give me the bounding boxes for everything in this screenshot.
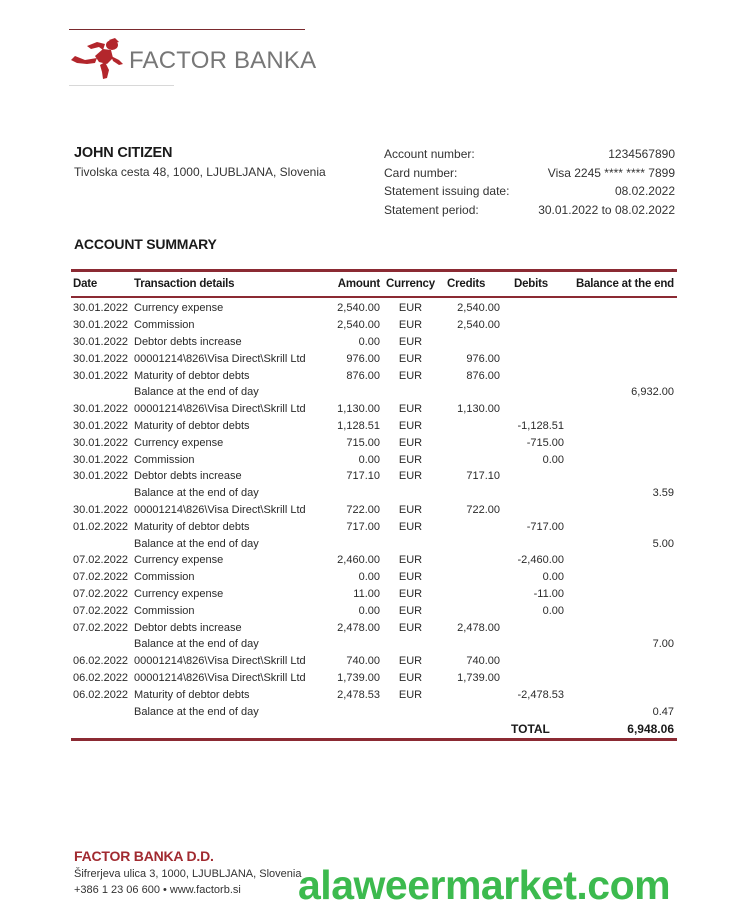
cell-details: Commission [134,453,195,466]
cell-details: Balance at the end of day [134,705,259,718]
cell-details: Maturity of debtor debts [134,688,250,701]
cell-amount: 0.00 [358,604,380,617]
cell-currency: EUR [398,587,423,600]
cell-amount: 1,128.51 [337,419,380,432]
cell-amount: 717.10 [346,470,380,483]
cell-currency: EUR [398,335,423,348]
footer-company-name: FACTOR BANKA D.D. [74,848,214,864]
table-row [71,434,677,451]
customer-block [74,145,326,179]
cell-details: Balance at the end of day [134,487,259,500]
table-header [71,272,677,296]
total-label: TOTAL [511,721,550,736]
cell-details: Currency expense [134,436,224,449]
table-row [71,468,677,485]
info-value: Visa 2245 **** **** 7899 [547,165,675,180]
cell-details: 00001214\826\Visa Direct\Skrill Ltd [134,352,306,365]
info-statement-period [384,203,675,222]
table-row [71,686,677,703]
cell-details: Debtor debts increase [134,470,242,483]
cell-date: 30.01.2022 [73,453,129,466]
info-issuing-date [384,184,675,203]
cell-debits: -717.00 [526,520,564,533]
cell-balance: 5.00 [652,537,674,550]
cell-credits: 976.00 [466,352,500,365]
cell-date: 01.02.2022 [73,520,129,533]
cell-debits: -1,128.51 [517,419,564,432]
cell-credits: 876.00 [466,369,500,382]
cell-date: 30.01.2022 [73,403,129,416]
footer-address: Šifrerjeva ulica 3, 1000, LJUBLJANA, Slovenia [74,868,302,880]
cell-currency: EUR [398,419,423,432]
cell-balance: 6,932.00 [631,386,674,399]
cell-currency: EUR [398,503,423,516]
customer-address: Tivolska cesta 48, 1000, LJUBLJANA, Slovenia [74,165,326,179]
header-details: Transaction details [134,278,235,290]
cell-details: Commission [134,604,195,617]
cell-currency: EUR [398,621,423,634]
cell-date: 06.02.2022 [73,671,129,684]
cell-amount: 11.00 [353,587,380,600]
cell-details: Balance at the end of day [134,386,259,399]
cell-date: 07.02.2022 [73,604,129,617]
info-card-number [384,166,675,185]
account-info [384,147,675,222]
header-balance: Balance at the end [575,278,674,290]
cell-date: 30.01.2022 [73,335,129,348]
cell-currency: EUR [398,655,423,668]
balance-row [71,636,677,653]
cell-currency: EUR [398,369,423,382]
balance-row [71,485,677,502]
table-row [71,602,677,619]
cell-currency: EUR [398,688,423,701]
table-row [71,418,677,435]
cell-amount: 0.00 [358,571,380,584]
cell-debits: -715.00 [526,436,564,449]
cell-currency: EUR [398,352,423,365]
info-label: Statement issuing date: [384,184,510,199]
cell-debits: -11.00 [533,587,564,600]
table-row [71,300,677,317]
table-row [71,653,677,670]
cell-details: Balance at the end of day [134,638,259,651]
cell-currency: EUR [398,520,423,533]
balance-row [71,535,677,552]
cell-currency: EUR [398,453,423,466]
transactions-table [71,269,677,741]
cell-details: Currency expense [134,587,224,600]
cell-credits: 717.10 [466,470,500,483]
table-row [71,569,677,586]
cell-details: 00001214\826\Visa Direct\Skrill Ltd [134,655,306,668]
cell-date: 30.01.2022 [73,470,129,483]
table-bottom-rule [71,738,677,741]
header-debits: Debits [514,278,548,290]
cell-date: 30.01.2022 [73,436,129,449]
total-row [71,720,677,738]
cell-date: 07.02.2022 [73,621,129,634]
table-row [71,619,677,636]
cell-credits: 740.00 [466,655,500,668]
table-row [71,350,677,367]
cell-date: 30.01.2022 [73,503,129,516]
logo-top-rule [69,29,305,30]
cell-details: 00001214\826\Visa Direct\Skrill Ltd [134,671,306,684]
watermark-text: alaweermarket.com [298,862,671,908]
cell-currency: EUR [398,671,423,684]
section-title: ACCOUNT SUMMARY [74,236,217,252]
cell-debits: -2,478.53 [517,688,564,701]
cell-details: 00001214\826\Visa Direct\Skrill Ltd [134,503,306,516]
cell-amount: 2,478.00 [337,621,380,634]
table-row [71,401,677,418]
table-row [71,670,677,687]
footer [74,848,301,896]
cell-debits: 0.00 [542,453,564,466]
info-account-number [384,147,675,166]
cell-date: 07.02.2022 [73,587,129,600]
cell-amount: 722.00 [346,503,380,516]
table-row [71,518,677,535]
cell-date: 30.01.2022 [73,369,129,382]
cell-currency: EUR [398,470,423,483]
cell-amount: 1,130.00 [337,403,380,416]
info-label: Account number: [384,147,475,161]
cell-amount: 715.00 [346,436,380,449]
table-body [71,298,677,720]
cell-amount: 876.00 [346,369,380,382]
cell-credits: 2,478.00 [457,621,500,634]
cell-details: Currency expense [134,302,224,315]
cell-details: Maturity of debtor debts [134,520,250,533]
cell-balance: 0.47 [652,705,674,718]
running-figure-logo-icon [69,36,127,80]
cell-date: 06.02.2022 [73,688,129,701]
table-row [71,367,677,384]
cell-date: 30.01.2022 [73,352,129,365]
cell-currency: EUR [398,302,423,315]
cell-details: Debtor debts increase [134,621,242,634]
cell-details: Debtor debts increase [134,335,242,348]
cell-balance: 7.00 [652,638,674,651]
cell-currency: EUR [398,554,423,567]
cell-details: Maturity of debtor debts [134,419,250,432]
cell-balance: 3.59 [652,487,674,500]
header-amount: Amount [337,278,380,290]
cell-debits: -2,460.00 [517,554,564,567]
customer-name: JOHN CITIZEN [74,145,173,161]
cell-amount: 0.00 [358,335,380,348]
cell-currency: EUR [398,319,423,332]
cell-debits: 0.00 [542,571,564,584]
cell-amount: 0.00 [358,453,380,466]
cell-amount: 976.00 [346,352,380,365]
header-currency: Currency [386,278,435,290]
cell-credits: 1,130.00 [457,403,500,416]
cell-credits: 722.00 [466,503,500,516]
logo-bottom-rule [69,85,174,86]
table-row [71,552,677,569]
cell-details: Balance at the end of day [134,537,259,550]
bank-logo [69,29,317,87]
cell-credits: 1,739.00 [457,671,500,684]
cell-amount: 2,540.00 [337,319,380,332]
cell-date: 06.02.2022 [73,655,129,668]
header-credits: Credits [447,278,486,290]
info-label: Card number: [384,165,458,180]
cell-amount: 2,478.53 [337,688,380,701]
cell-amount: 740.00 [346,655,380,668]
table-row [71,451,677,468]
cell-details: 00001214\826\Visa Direct\Skrill Ltd [134,403,306,416]
cell-date: 07.02.2022 [73,554,129,567]
cell-debits: 0.00 [542,604,564,617]
cell-amount: 1,739.00 [337,671,380,684]
table-row [71,334,677,351]
info-value: 08.02.2022 [614,184,675,199]
table-row [71,317,677,334]
cell-details: Currency expense [134,554,224,567]
cell-date: 30.01.2022 [73,302,129,315]
cell-details: Commission [134,319,195,332]
info-value: 30.01.2022 to 08.02.2022 [538,203,675,218]
cell-date: 30.01.2022 [73,319,129,332]
cell-amount: 2,460.00 [337,554,380,567]
header-date: Date [73,278,98,290]
cell-amount: 2,540.00 [337,302,380,315]
total-value: 6,948.06 [627,721,674,736]
balance-row [71,384,677,401]
info-label: Statement period: [384,203,479,218]
cell-details: Maturity of debtor debts [134,369,250,382]
cell-credits: 2,540.00 [457,302,500,315]
table-row [71,586,677,603]
footer-contact: +386 1 23 06 600 • www.factorb.si [74,884,241,896]
cell-date: 30.01.2022 [73,419,129,432]
cell-currency: EUR [398,403,423,416]
balance-row [71,703,677,720]
cell-currency: EUR [398,571,423,584]
info-value: 1234567890 [608,147,675,161]
logo-wordmark: FACTOR BANKA [129,47,317,74]
cell-date: 07.02.2022 [73,571,129,584]
cell-currency: EUR [398,436,423,449]
cell-credits: 2,540.00 [457,319,500,332]
cell-amount: 717.00 [346,520,380,533]
cell-currency: EUR [398,604,423,617]
table-row [71,502,677,519]
cell-details: Commission [134,571,195,584]
